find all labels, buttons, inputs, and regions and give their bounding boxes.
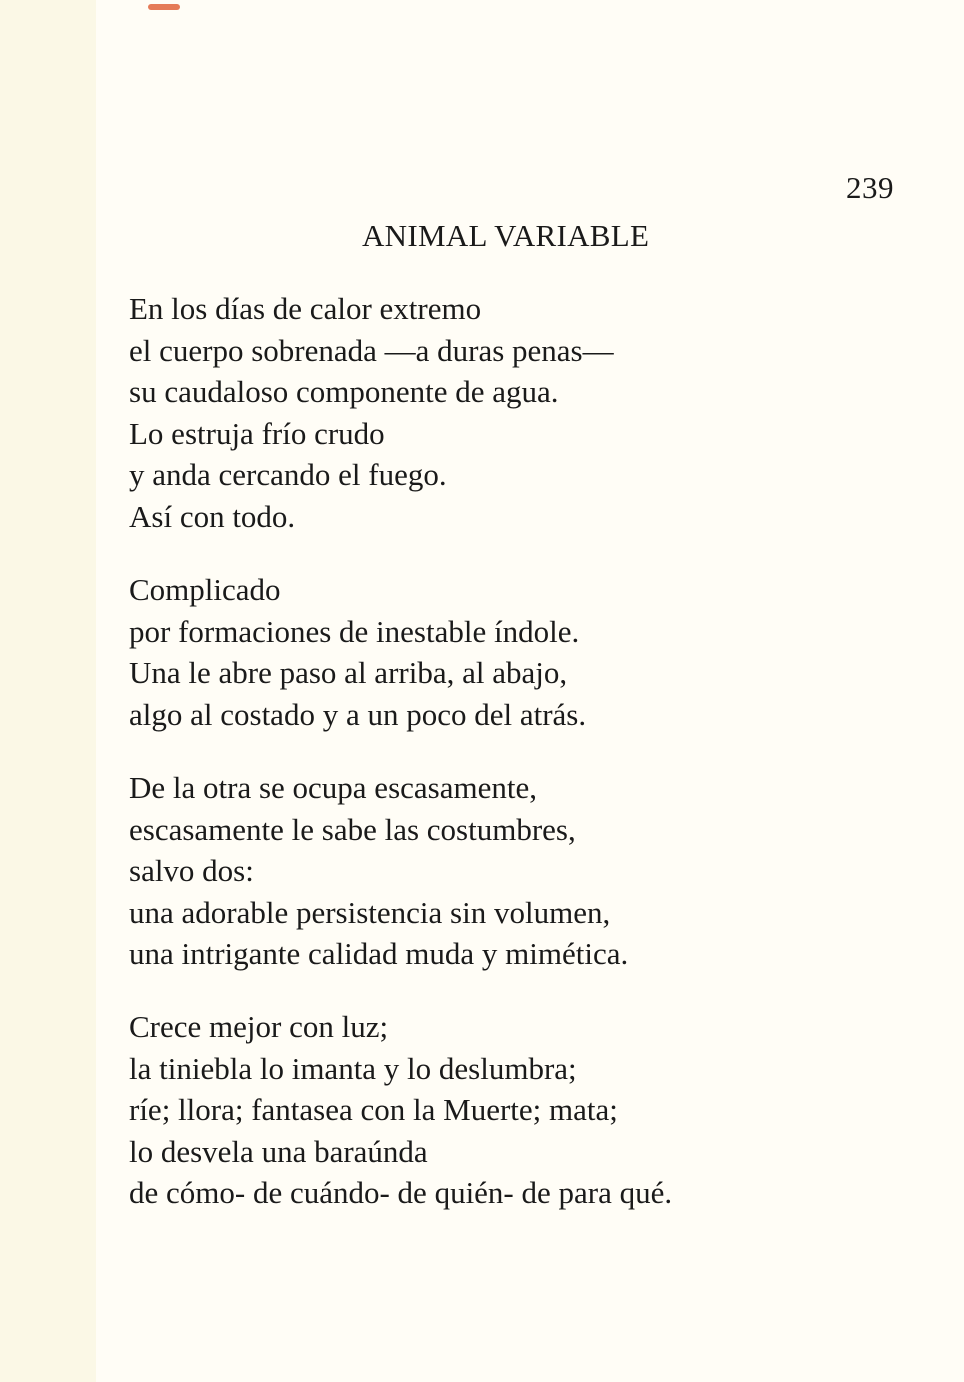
verse-line: su caudaloso componente de agua. — [129, 374, 559, 410]
stanza-3 — [129, 767, 628, 975]
verse-line: En los días de calor extremo — [129, 291, 482, 326]
verse-line: Crece mejor con luz; — [129, 1009, 389, 1044]
stanza-2 — [129, 569, 586, 735]
verse-line: Lo estruja frío crudo — [129, 415, 385, 451]
verse-line: Complicado — [129, 572, 281, 607]
verse-line: de cómo- de cuándo- de quién- de para qué. — [129, 1175, 673, 1211]
page-number: 239 — [846, 170, 894, 205]
verse-line: el cuerpo sobrenada —a duras penas— — [129, 332, 614, 368]
verse-line: lo desvela una baraúnda — [129, 1133, 428, 1169]
verse-line: y anda cercando el fuego. — [129, 457, 447, 493]
verse-line: De la otra se ocupa escasamente, — [129, 770, 537, 805]
verse-line: una adorable persistencia sin volumen, — [129, 894, 611, 930]
verse-line: algo al costado y a un poco del atrás. — [129, 696, 587, 732]
verse-line: por formaciones de inestable índole. — [129, 613, 580, 649]
verse-line: Así con todo. — [129, 498, 296, 534]
verse-line: salvo dos: — [129, 853, 254, 889]
verse-line: Una le abre paso al arriba, al abajo, — [129, 655, 568, 691]
verse-line: la tiniebla lo imanta y lo deslumbra; — [129, 1050, 577, 1086]
stanza-4 — [129, 1006, 672, 1214]
verse-line: ríe; llora; fantasea con la Muerte; mata; — [129, 1092, 618, 1128]
verse-line: una intrigante calidad muda y mimética. — [129, 936, 629, 972]
verse-line: escasamente le sabe las costumbres, — [129, 811, 576, 847]
page-gutter — [0, 0, 96, 1382]
poem-title: ANIMAL VARIABLE — [362, 218, 650, 253]
stanza-1 — [129, 288, 614, 538]
ink-mark — [148, 4, 180, 10]
